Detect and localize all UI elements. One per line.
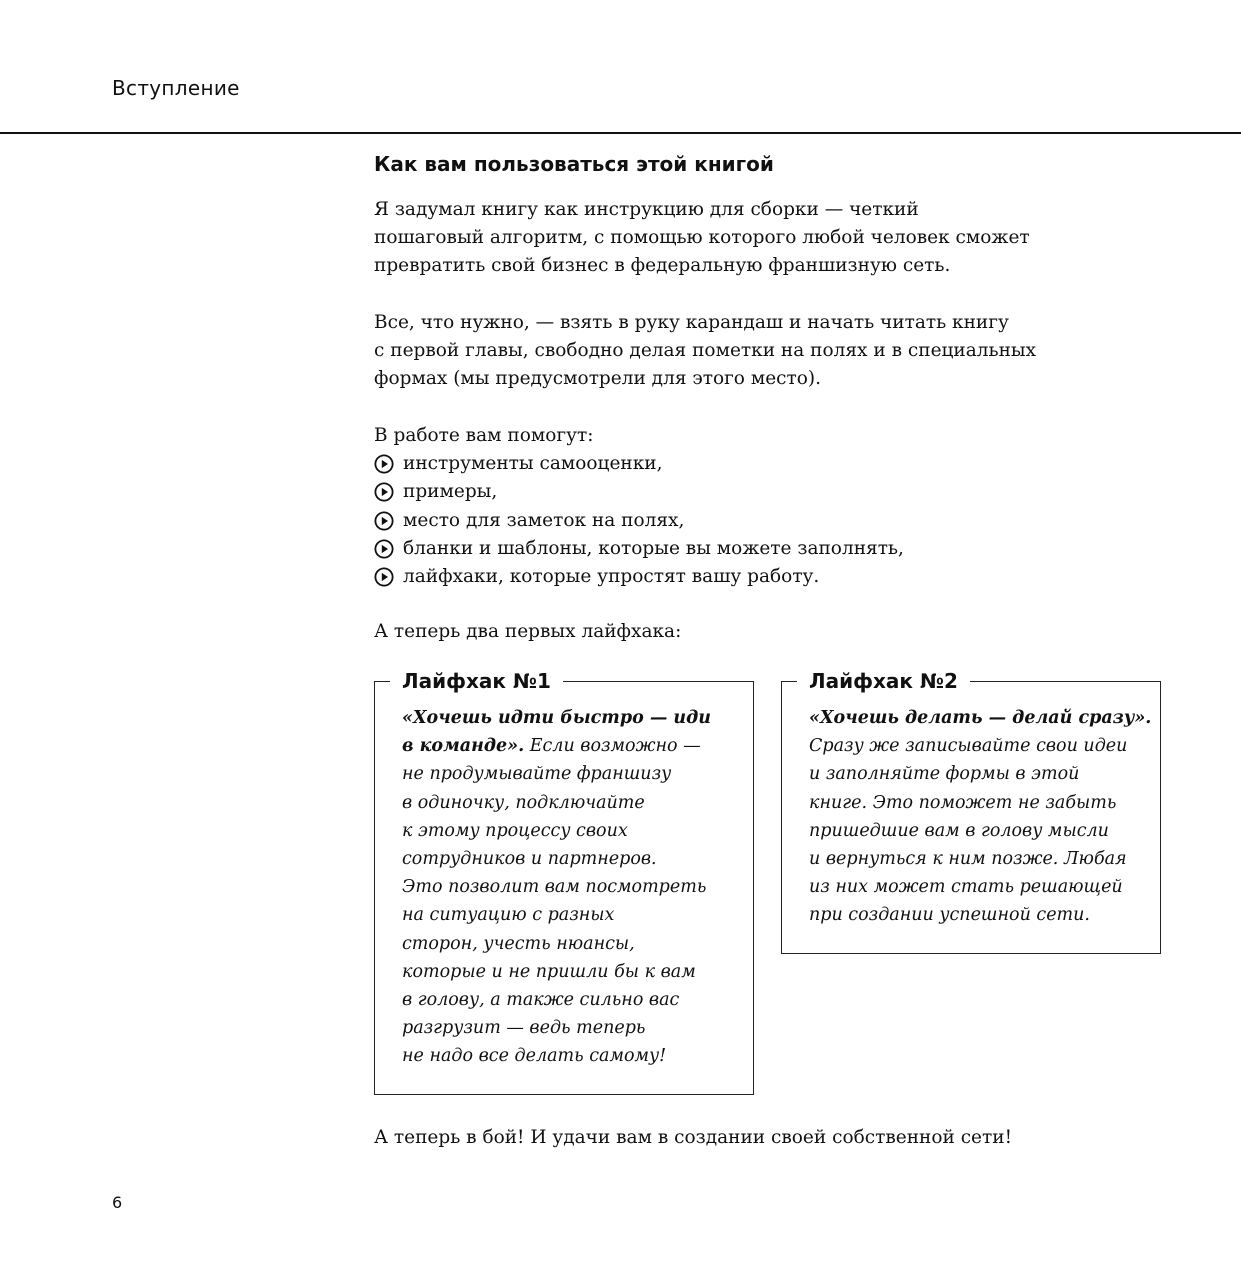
method-line: формах (мы предусмотрели для этого место). bbox=[374, 368, 821, 390]
helpers-intro: В работе вам помогут: bbox=[374, 425, 594, 446]
list-item-text: место для заметок на полях, bbox=[403, 509, 685, 531]
lifehack-box-2 bbox=[781, 669, 1161, 954]
helpers-list bbox=[374, 450, 904, 591]
lifehacks-intro: А теперь два первых лайфхака: bbox=[374, 621, 682, 642]
lifehack-line: на ситуацию с разных bbox=[402, 905, 615, 926]
running-head: Вступление bbox=[112, 76, 240, 100]
lifehack-line: и вернуться к ним позже. Любая bbox=[809, 849, 1127, 870]
lifehack-title: Лайфхак №2 bbox=[797, 666, 970, 696]
lifehack-line: не продумывайте франшизу bbox=[402, 764, 672, 785]
lifehack-text bbox=[809, 704, 1151, 930]
method-line: с первой главы, свободно делая пометки на полях и в специальных bbox=[374, 340, 1037, 362]
list-item bbox=[374, 535, 904, 563]
list-item bbox=[374, 507, 904, 535]
list-item-text: бланки и шаблоны, которые вы можете заполнять, bbox=[403, 537, 904, 559]
lifehack-text bbox=[402, 704, 711, 1071]
lifehack-line: Сразу же записывайте свои идеи bbox=[809, 736, 1128, 757]
lifehack-motto: в команде». bbox=[402, 736, 525, 757]
closing-paragraph: А теперь в бой! И удачи вам в создании своей собственной сети! bbox=[374, 1127, 1013, 1148]
main-content bbox=[374, 148, 1174, 642]
list-item-text: лайфхаки, которые упростят вашу работу. bbox=[403, 565, 820, 587]
lifehack-line: сторон, учесть нюансы, bbox=[402, 933, 635, 954]
lifehack-title: Лайфхак №1 bbox=[390, 666, 563, 696]
intro-paragraph bbox=[374, 196, 1030, 281]
lifehack-line: и заполняйте формы в этой bbox=[809, 764, 1080, 785]
lifehack-box-1 bbox=[374, 669, 754, 1095]
lifehack-line: Если возможно — bbox=[524, 736, 701, 757]
lifehack-line: не надо все делать самому! bbox=[402, 1046, 667, 1067]
play-circle-icon bbox=[374, 567, 394, 587]
page-number: 6 bbox=[112, 1193, 123, 1212]
lifehack-line: разгрузит — ведь теперь bbox=[402, 1018, 646, 1039]
lifehack-line: которые и не пришли бы к вам bbox=[402, 961, 696, 982]
lifehack-line: пришедшие вам в голову мысли bbox=[809, 820, 1109, 841]
helpers-block bbox=[374, 422, 904, 591]
lifehack-line: Это позволит вам посмотреть bbox=[402, 877, 707, 898]
play-circle-icon bbox=[374, 454, 394, 474]
list-item bbox=[374, 563, 904, 591]
lifehack-line: в одиночку, подключайте bbox=[402, 792, 645, 813]
lifehack-line: из них может стать решающей bbox=[809, 877, 1123, 898]
section-title: Как вам пользоваться этой книгой bbox=[374, 152, 774, 176]
play-circle-icon bbox=[374, 539, 394, 559]
intro-line: превратить свой бизнес в федеральную франшизную сеть. bbox=[374, 255, 951, 277]
header-rule bbox=[0, 132, 1241, 134]
play-circle-icon bbox=[374, 482, 394, 502]
intro-line: Я задумал книгу как инструкцию для сборки — четкий bbox=[374, 199, 919, 220]
list-item-text: инструменты самооценки, bbox=[403, 453, 663, 475]
method-paragraph bbox=[374, 309, 1036, 394]
play-circle-icon bbox=[374, 511, 394, 531]
list-item-text: примеры, bbox=[403, 481, 498, 503]
method-line: Все, что нужно, — взять в руку карандаш и начать читать книгу bbox=[374, 312, 1009, 333]
lifehack-line: при создании успешной сети. bbox=[809, 905, 1090, 926]
list-item bbox=[374, 478, 904, 506]
lifehack-motto: «Хочешь идти быстро — иди bbox=[402, 708, 712, 728]
intro-line: пошаговый алгоритм, с помощью которого любой человек сможет bbox=[374, 227, 1030, 249]
lifehack-line: в голову, а также сильно вас bbox=[402, 990, 680, 1011]
lifehack-line: сотрудников и партнеров. bbox=[402, 849, 657, 870]
list-item bbox=[374, 450, 904, 478]
lifehack-line: к этому процессу своих bbox=[402, 820, 628, 841]
lifehack-line: книге. Это поможет не забыть bbox=[809, 792, 1117, 813]
lifehack-motto: «Хочешь делать — делай сразу». bbox=[809, 708, 1152, 728]
